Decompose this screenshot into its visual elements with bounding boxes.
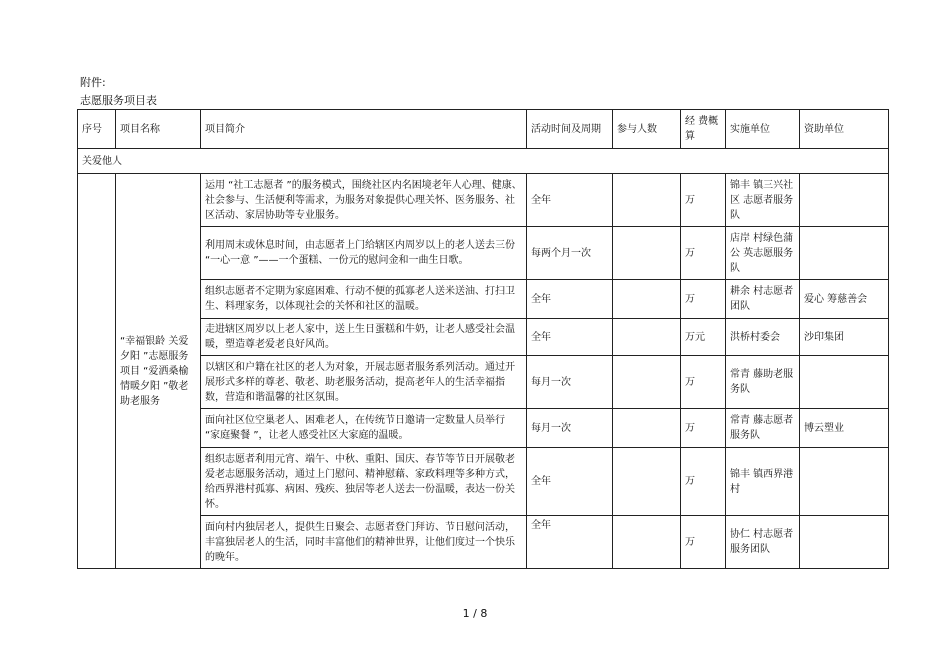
category-row <box>78 149 889 174</box>
intro-cell: 以辖区和户籍在社区的老人为对象，开展志愿者服务系列活动。通过开展形式多样的尊老、敬老、助老服务活动，提高老年人的生活幸福指数，营造和谐温馨的社区氛围。 <box>201 356 527 409</box>
sponsor-cell: 沙印集团 <box>800 319 889 356</box>
people-cell <box>613 319 681 356</box>
seq-cell <box>78 174 116 569</box>
col-header-org: 实施单位 <box>726 110 800 149</box>
project-table <box>77 109 889 569</box>
sponsor-cell <box>800 356 889 409</box>
table-row <box>78 174 889 227</box>
table-header-row <box>78 110 889 149</box>
budget-cell: 万 <box>681 356 726 409</box>
time-cell: 每月一次 <box>527 409 613 448</box>
sponsor-cell: 爱心 筹慈善会 <box>800 280 889 319</box>
time-cell: 每月一次 <box>527 356 613 409</box>
org-cell: 常青 藤志愿者服务队 <box>726 409 800 448</box>
org-cell: 常青 藤助老服务队 <box>726 356 800 409</box>
time-cell: 全年 <box>527 448 613 516</box>
people-cell <box>613 448 681 516</box>
col-header-time: 活动时间及周期 <box>527 110 613 149</box>
intro-cell: 利用周末或休息时间，由志愿者上门给辖区内周岁以上的老人送去三份 “一心一意 ”——一个蛋糕、一份元的慰问金和一曲生日歌。 <box>201 227 527 280</box>
time-cell: 全年 <box>527 280 613 319</box>
col-header-intro: 项目简介 <box>201 110 527 149</box>
category-label: 关爱他人 <box>78 149 889 174</box>
budget-cell: 万 <box>681 516 726 569</box>
budget-cell: 万 <box>681 280 726 319</box>
people-cell <box>613 356 681 409</box>
project-name-cell: “幸福银龄 关爱夕阳 ”志愿服务项目 “爱洒桑榆情暖夕阳 ”敬老助老服务 <box>116 174 201 569</box>
time-cell: 全年 <box>527 319 613 356</box>
intro-cell: 运用 “社工志愿者 ”的服务模式，围绕社区内名困境老年人心理、健康、社会参与、生活便利等需求，为服务对象提供心理关怀、医务服务、社区活动、家居协助等专业服务。 <box>201 174 527 227</box>
page-number: 1 / 8 <box>462 607 488 620</box>
attachment-label: 附件: <box>80 76 106 89</box>
col-header-sponsor: 资助单位 <box>800 110 889 149</box>
document-title: 志愿服务项目表 <box>80 94 157 107</box>
people-cell <box>613 516 681 569</box>
intro-cell: 走进辖区周岁以上老人家中，送上生日蛋糕和牛奶，让老人感受社会温暖，塑造尊老爱老良好风尚。 <box>201 319 527 356</box>
people-cell <box>613 227 681 280</box>
sponsor-cell <box>800 448 889 516</box>
col-header-seq: 序号 <box>78 110 116 149</box>
budget-cell: 万元 <box>681 319 726 356</box>
org-cell: 锦丰 镇西界港村 <box>726 448 800 516</box>
org-cell: 协仁 村志愿者服务团队 <box>726 516 800 569</box>
time-cell: 全年 <box>527 174 613 227</box>
sponsor-cell <box>800 174 889 227</box>
budget-cell: 万 <box>681 227 726 280</box>
people-cell <box>613 409 681 448</box>
budget-cell: 万 <box>681 174 726 227</box>
time-cell: 每两个月一次 <box>527 227 613 280</box>
people-cell <box>613 174 681 227</box>
org-cell: 耕余 村志愿者团队 <box>726 280 800 319</box>
org-cell: 店岸 村绿色蒲公 英志愿服务队 <box>726 227 800 280</box>
sponsor-cell <box>800 227 889 280</box>
col-header-budget: 经 费概算 <box>681 110 726 149</box>
intro-cell: 面向村内独居老人，提供生日聚会、志愿者登门拜访、节日慰问活动，丰富独居老人的生活，同时丰富他们的精神世界，让他们度过一个快乐的晚年。 <box>201 516 527 569</box>
intro-cell: 面向社区位空巢老人、困难老人，在传统节日邀请一定数量人员举行 “家庭聚餐 ”，让老人感受社区大家庭的温暖。 <box>201 409 527 448</box>
sponsor-cell: 博云塑业 <box>800 409 889 448</box>
intro-cell: 组织志愿者利用元宵、端午、中秋、重阳、国庆、春节等节日开展敬老爱老志愿服务活动，通过上门慰问、精神慰藉、家政料理等多种方式，给西界港村孤寡、病困、残疾、独居等老人送去一份温暖，表达一份关怀。 <box>201 448 527 516</box>
col-header-name: 项目名称 <box>116 110 201 149</box>
org-cell: 洪桥村委会 <box>726 319 800 356</box>
budget-cell: 万 <box>681 409 726 448</box>
time-cell: 全年 <box>527 516 613 569</box>
budget-cell: 万 <box>681 448 726 516</box>
sponsor-cell <box>800 516 889 569</box>
org-cell: 锦丰 镇三兴社区 志愿者服务队 <box>726 174 800 227</box>
col-header-people: 参与人数 <box>613 110 681 149</box>
people-cell <box>613 280 681 319</box>
intro-cell: 组织志愿者不定期为家庭困难、行动不便的孤寡老人送米送油、打扫卫生、料理家务，以体现社会的关怀和社区的温暖。 <box>201 280 527 319</box>
